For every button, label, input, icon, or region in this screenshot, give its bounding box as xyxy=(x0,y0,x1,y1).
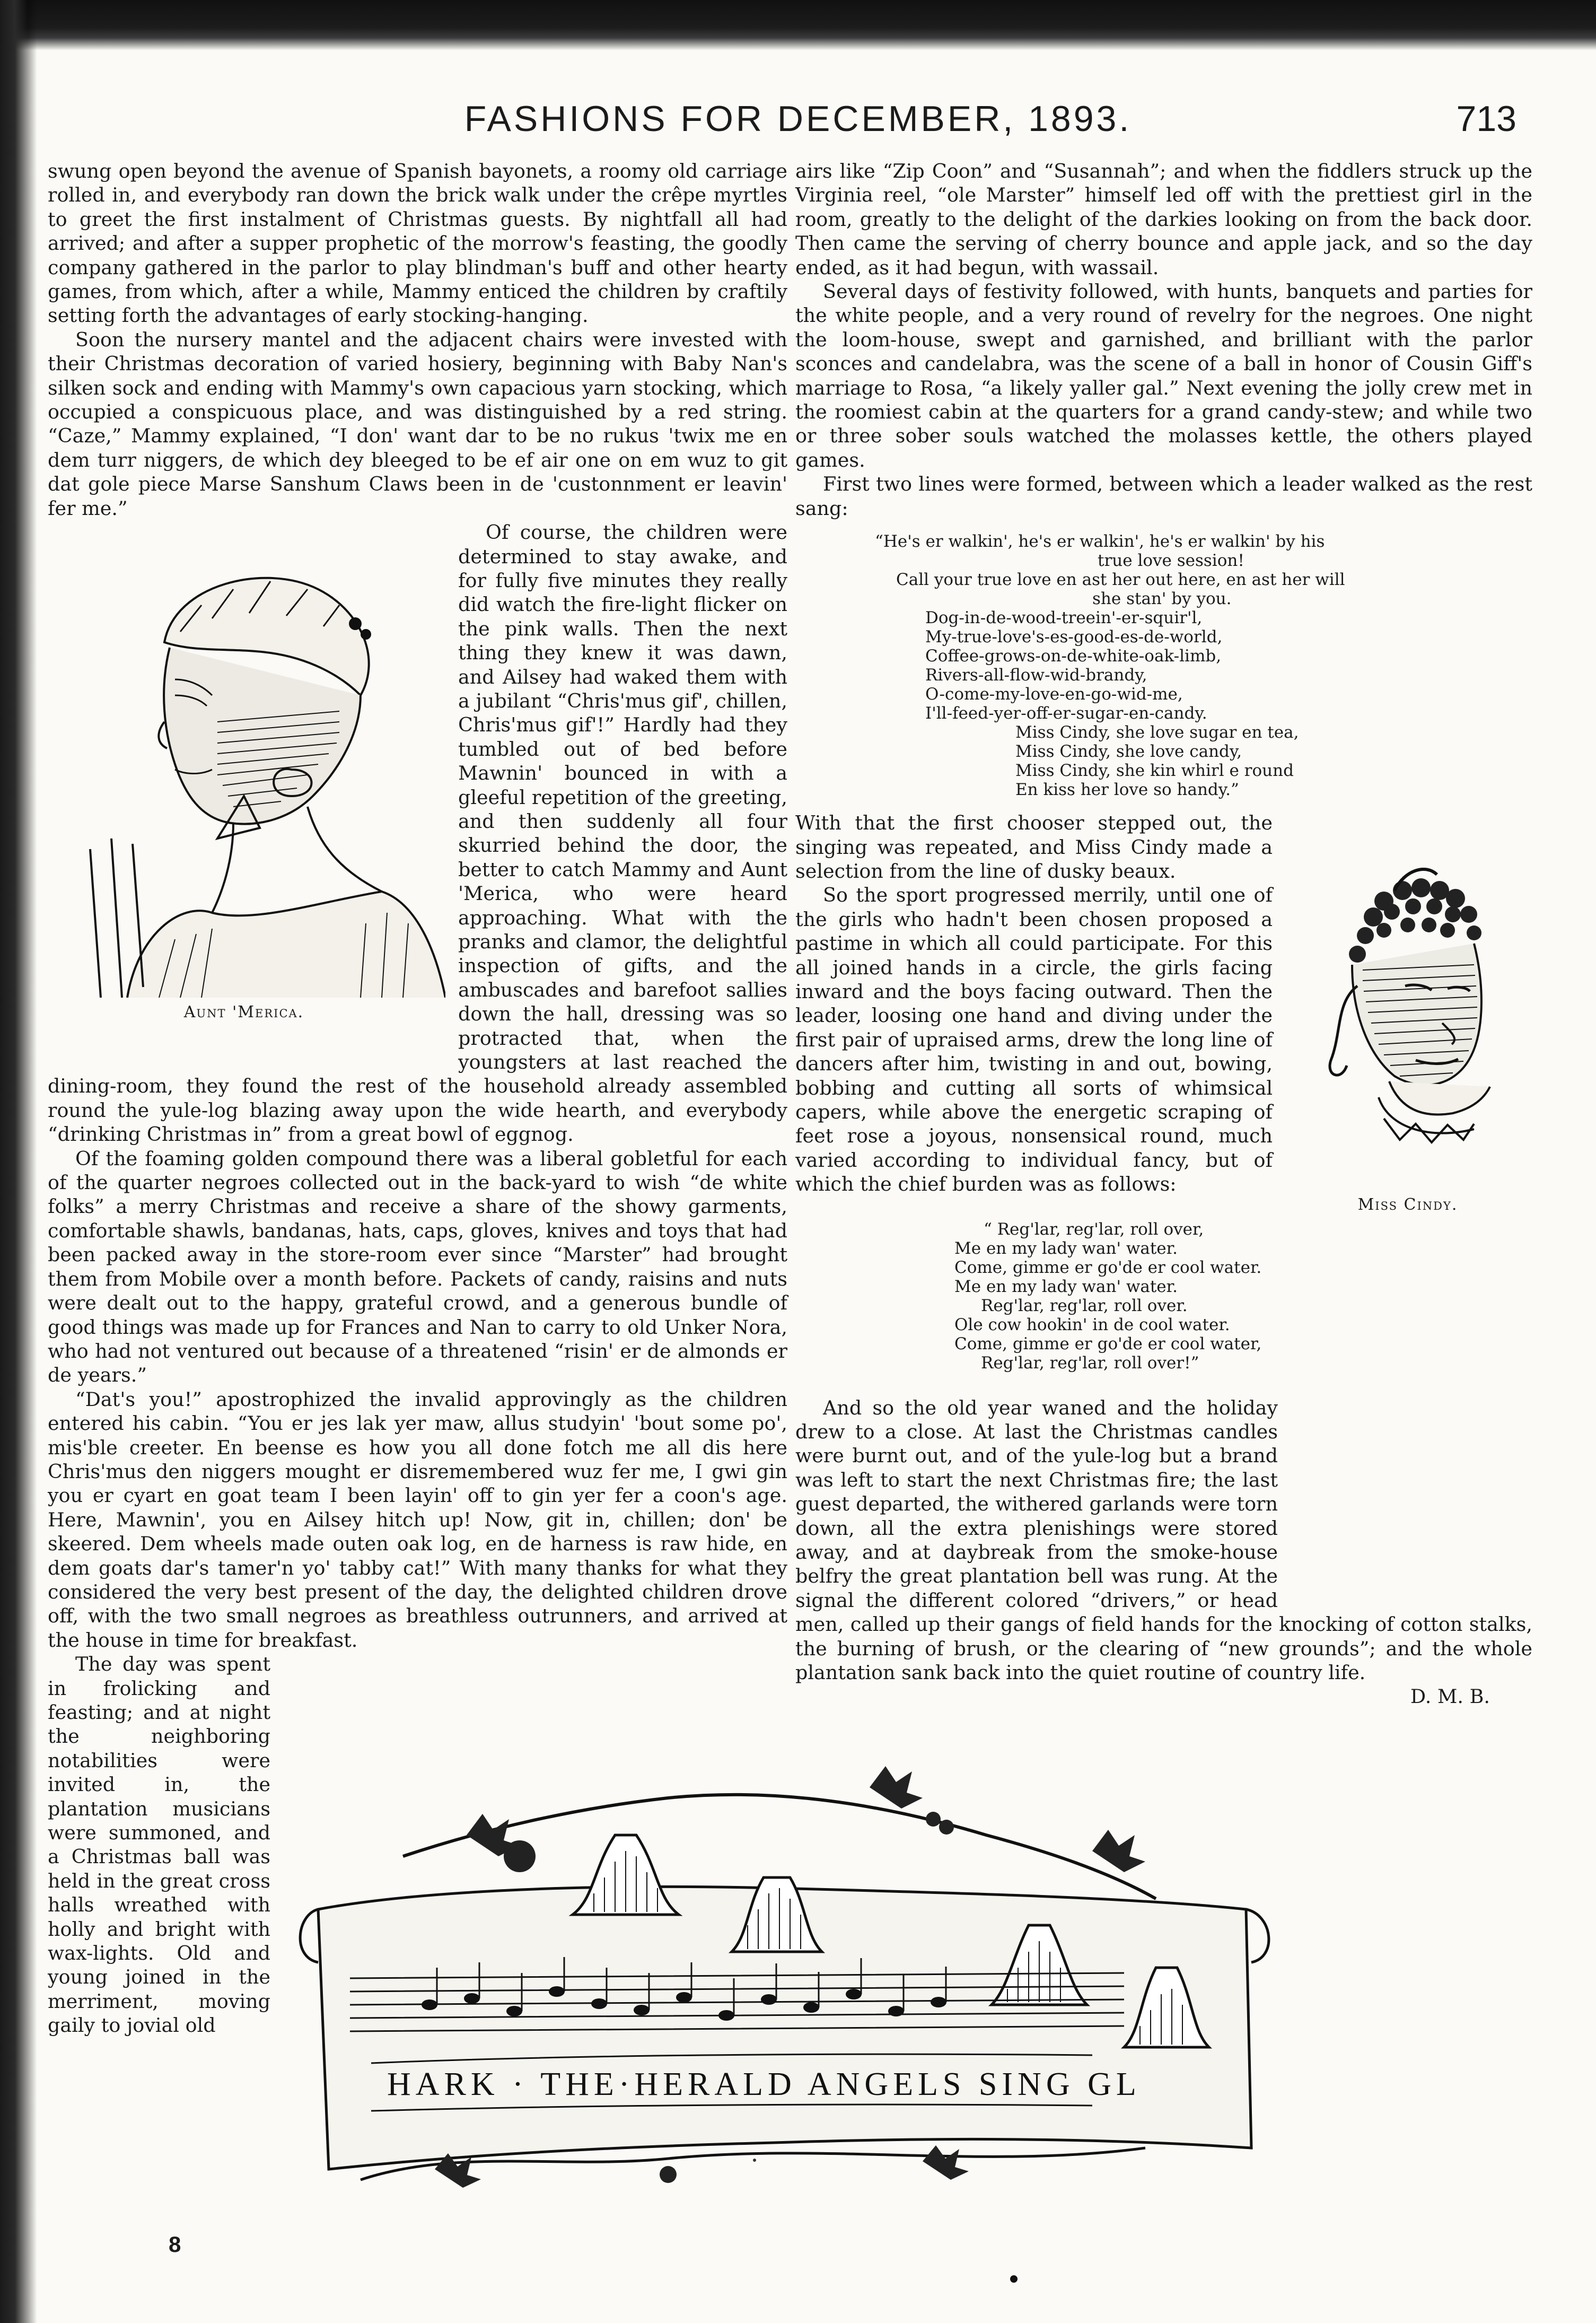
song-line: Me en my lady wan' water. xyxy=(954,1238,1178,1258)
left-column xyxy=(48,159,787,2038)
portrait-illustration xyxy=(42,520,445,998)
banner-lettering: HARK · THE·HERALD ANGELS SING GL xyxy=(387,2066,1141,2102)
song-line: O-come-my-love-en-go-wid-me, xyxy=(925,685,1183,704)
right-column xyxy=(795,159,1532,1709)
figure-aunt-merica xyxy=(42,520,445,1051)
paragraph: The day was spent in frolicking and feasting; and at night the neighboring notabilities were invited in, the plantation musicians were summoned, and a Christmas ball was held in the great cross halls wreathed with holly and bright with wax-lights. Old and young joined in the merriment, moving gaily to jovial old xyxy=(48,1653,270,2037)
paragraph: And so the old year waned and the holiday drew to a close. At last the Christmas candles were burnt out, and of the yule-log but a brand was left to start the next Christmas fire; the last guest departed, the withered garlands were torn down, all the extra plenishings were stored away, and at daybreak from the smoke-house belfry the great plantation bell was rung. At the signal the different colored “drivers,” or head men, called up their gangs of field hands for the knocking of cotton stalks, the burning of brush, or the clearing of “new grounds”; and the whole plantation sank back into the quiet routine of country life. xyxy=(795,1396,1532,1684)
song-line: Ole cow hookin' in de cool water. xyxy=(954,1315,1230,1334)
song-verse-2 xyxy=(795,1220,1532,1373)
song-line: Me en my lady wan' water. xyxy=(954,1277,1178,1296)
scan-dark-edge-top xyxy=(0,0,1596,50)
song-line: En kiss her love so handy.” xyxy=(1015,780,1239,800)
song-line: Come, gimme er go'de er cool water, xyxy=(954,1334,1262,1353)
paragraph: airs like “Zip Coon” and “Susannah”; and when the fiddlers struck up the Virginia reel, “ole Marster” himself led off with the prettiest girl in the room, greatly to the delight of the darkies looking on from the back door. Then came the serving of cherry bounce and apple jack, and so the day ended, as it had begun, with wassail. xyxy=(795,160,1532,279)
banner-art xyxy=(297,1766,1278,2206)
song-line: “ Reg'lar, reg'lar, roll over, xyxy=(984,1219,1204,1239)
figure-miss-cindy xyxy=(1283,811,1532,1225)
ink-speck xyxy=(1010,2275,1018,2283)
song-line: Miss Cindy, she love candy, xyxy=(1015,742,1242,762)
portrait-illustration xyxy=(1283,811,1532,1182)
song-line: she stan' by you. xyxy=(1092,589,1232,609)
signature: D. M. B. xyxy=(1410,1685,1490,1708)
christmas-banner-illustration xyxy=(297,1766,1278,2206)
paragraph: So the sport progressed merrily, until one of the girls who hadn't been chosen proposed a pastime in which all could participate. For this all joined hands in a circle, the girls facing inward and the boys facing outward. Then the leader, loosing one hand and diving under the first pair of upraised arms, drew the long line of dancers after him, twisting in and out, bowing, bobbing and cutting all sorts of whimsical capers, while above the energetic scraping of feet rose a joyous, nonsensical round, much varied according to individual fancy, but of which the chief burden was as follows: xyxy=(795,884,1273,1196)
song-verse-1 xyxy=(795,532,1532,799)
paragraph: Soon the nursery mantel and the adjacent chairs were invested with their Christmas decoration of varied hosiery, beginning with Baby Nan's silken sock and ending with Mammy's own capacious yarn stocking, which occupied a conspicuous place, and was distinguished by a red string. “Caze,” Mammy explained, “I don' want dar to be no rukus 'twix me en dem turr niggers, de which dey bleeged to be ef air one on em wuz to git dat gole piece Marse Sanshum Claws been in de 'custonnment er leavin' fer me.” xyxy=(48,328,787,520)
paragraph: Several days of festivity followed, with hunts, banquets and parties for the white people, and a very round of revelry for the negroes. One night the loom-house, swept and garnished, and brilliant with the parlor sconces and candelabra, was the scene of a ball in honor of Cousin Giff's marriage to Rosa, “a likely yaller gal.” Next evening the jolly crew met in the roomiest cabin at the quarters for a grand candy-stew; and while two or three sober souls watched the molasses kettle, the others played games. xyxy=(795,280,1532,471)
running-head xyxy=(0,98,1596,146)
song-line: Rivers-all-flow-wid-brandy, xyxy=(925,666,1147,685)
paragraph: Of the foaming golden compound there was a liberal gobletful for each of the quarter negroes collected out in the back-yard to wish “de white folks” a merry Christmas and receive a share of the showy garments, comfortable shawls, bandanas, hats, caps, gloves, knives and toys that had been packed away in the store-room ever since “Marster” had brought them from Mobile over a month before. Packets of candy, raisins and nuts were dealt out to the happy, grateful crowd, and a generous bundle of good things was made up for Frances and Nan to carry to old Unker Nora, who had not ventured out because of a threatened “risin' er de almonds er de years.” xyxy=(48,1147,787,1387)
song-line: My-true-love's-es-good-es-de-world, xyxy=(925,627,1223,647)
song-line: Reg'lar, reg'lar, roll over. xyxy=(981,1296,1188,1315)
song-line: Miss Cindy, she kin whirl e round xyxy=(1015,761,1294,781)
song-line: Call your true love en ast her out here, en ast her will xyxy=(896,570,1345,590)
song-line: Reg'lar, reg'lar, roll over!” xyxy=(981,1353,1199,1373)
song-line: I'll-feed-yer-off-er-sugar-en-candy. xyxy=(925,704,1207,723)
paragraph: With that the first chooser stepped out, the singing was repeated, and Miss Cindy made a selection from the line of dusky beaux. xyxy=(795,811,1273,883)
song-line: “He's er walkin', he's er walkin', he's er walkin' by his xyxy=(875,532,1325,552)
figure-caption: Aunt 'Merica. xyxy=(183,1003,304,1022)
song-line: true love session! xyxy=(1098,551,1244,571)
song-line: Come, gimme er go'de er cool water. xyxy=(954,1257,1262,1277)
ink-speck xyxy=(753,2159,756,2162)
song-line: Dog-in-de-wood-treein'-er-squir'l, xyxy=(925,608,1203,628)
page-number: 713 xyxy=(1456,99,1516,139)
paragraph: “Dat's you!” apostrophized the invalid approvingly as the children entered his cabin. “You er jes lak yer maw, allus studyin' 'bout some po', mis'ble creeter. En beense es how you all done fotch me all dis here Chris'mus den niggers mought er disremembered wuz fer me, I gwi gin you er cyart en goat team I been layin' off to gin yer fer a coon's age. Here, Mawnin', you en Ailsey hitch up! Now, git in, chillen; don' be skeered. Dem wheels made outen oak log, en de harness is raw hide, en dem goats dar's tamer'n yo' tabby cat!” With many thanks for what they considered the very best present of the day, the delighted children drove off, with the two small negroes as breathless outrunners, and arrived at the house in time for breakfast. xyxy=(48,1387,787,1652)
page-title: FASHIONS FOR DECEMBER, 1893. xyxy=(464,99,1132,139)
song-line: Miss Cindy, she love sugar en tea, xyxy=(1015,723,1299,743)
paragraph: First two lines were formed, between which a leader walked as the rest sang: xyxy=(795,473,1532,520)
scan-dark-edge-left xyxy=(0,0,37,2323)
song-line: Coffee-grows-on-de-white-oak-limb, xyxy=(925,647,1222,666)
paragraph: Of course, the children were determined to stay awake, and for fully five minutes they really did watch the fire-light flicker on the pink walls. Then the next thing they knew it was dawn, and Ailsey had waked them with a jubilant “Chris'mus gif', chillen, Chris'mus gif'!” Hardly had they tumbled out of bed before Mawnin' bounced in with a gleeful repetition of the greeting, and then suddenly all four skurried behind the door, the better to catch Mammy and Aunt 'Merica, who were heard approaching. What with the pranks and clamor, the delightful inspection of gifts, and the ambuscades and barefoot sallies down the hall, dressing was so protracted that, when the youngsters at last reached the dining-room, they found the rest of the household already assembled round the yule-log blazing away upon the wide hearth, and everybody “drinking Christmas in” from a great bowl of eggnog. xyxy=(48,521,787,1146)
figure-caption: Miss Cindy. xyxy=(1357,1195,1458,1215)
paragraph: swung open beyond the avenue of Spanish bayonets, a roomy old carriage rolled in, and everybody ran down the brick walk under the crêpe myrtles to greet the first instalment of Christmas guests. By nightfall all had arrived; and after a supper prophetic of the morrow's feasting, the goodly company gathered in the parlor to play blindman's buff and other hearty games, from which, after a while, Mammy enticed the children by craftily setting forth the advantages of early stocking-hanging. xyxy=(48,160,787,327)
text-wrap-spacer xyxy=(1283,1608,1532,1609)
folio-number: 8 xyxy=(169,2232,181,2257)
